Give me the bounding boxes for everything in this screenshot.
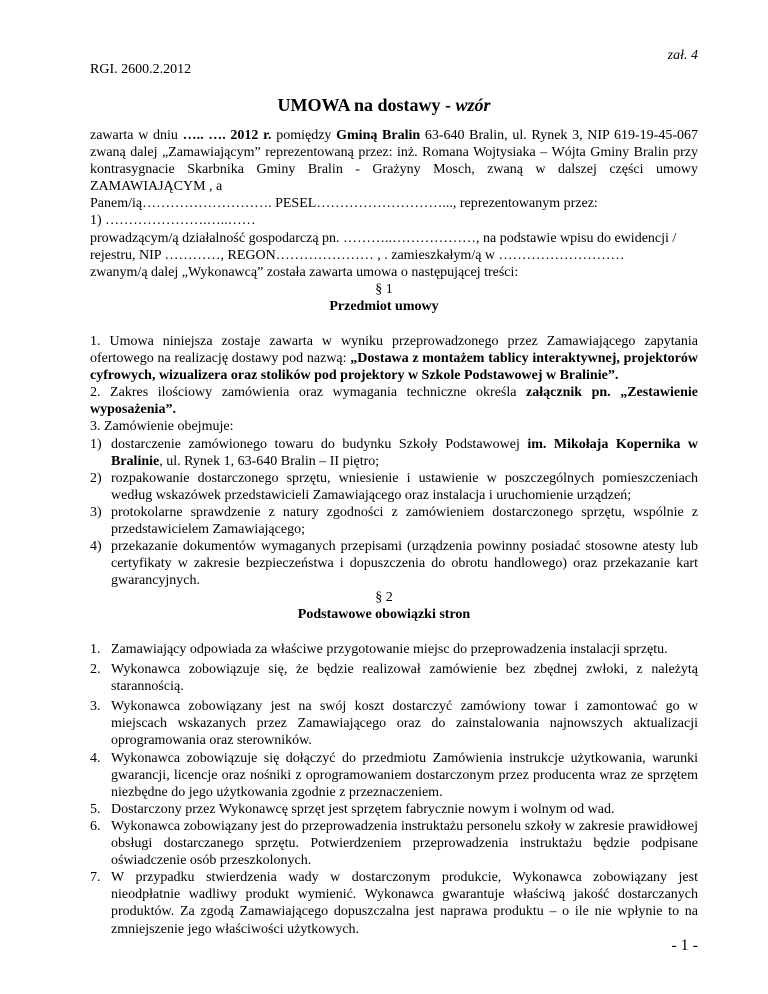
list-item xyxy=(90,698,698,749)
list-item xyxy=(90,504,698,538)
section-2-obligations-list xyxy=(90,641,698,938)
section-1-symbol: § 1 xyxy=(375,282,393,297)
document-title xyxy=(0,95,768,116)
section-2-heading: Podstawowe obowiązki stron xyxy=(297,607,471,622)
attachment-reference: załącznik pn. „Zestawienie wyposażenia”. xyxy=(90,385,698,418)
list-number: 2) xyxy=(90,470,102,486)
intro-business-line: prowadzącym/ą działalność gospodarczą pn. ………..………………, na podstawie wpisu do ewidencji / xyxy=(90,230,677,246)
list-text: przekazanie dokumentów wymaganych przepisami (urządzenia powinny posiadać stosowne atesty lub certyfikaty w zakresie bezpieczeństwa i dopuszczenia do obrotu handlowego) oraz przekazanie kart gwarancyjnych. xyxy=(111,539,698,589)
section-1-paragraph-3: 3. Zamówienie obejmuje: xyxy=(90,419,234,435)
list-text: Wykonawca zobowiązuje się dołączyć do przedmiotu Zamówienia instrukcje użytkowania, warunki gwarancji, licencje oraz nośniki z oprogramowaniem dostarczonym przez producenta wraz ze sprzętem niezbędne do jego użytkowania zgodnie z przeznaczeniem. xyxy=(111,750,698,800)
intro-text: 63-640 Bralin, ul. Rynek 3, NIP 619-19-45-067 zwaną dalej „Zamawiającym” reprezentowaną przez: inż. Romana Wojtysiaka – Wójta Gminy Bralin przy kontrasygnacie Skarbnika Gminy Bralin - Grażyny Mosch, zwaną w dalszej części umowy ZAMAWIAJĄCYM , a xyxy=(90,128,698,195)
list-text: Wykonawca zobowiązany jest na swój koszt dostarczyć zamówiony towar i zamontować go w miejscach wskazanych przez Zamawiającego oraz do zainstalowania najnowszych aktualizacji oprogramowania oraz sterowników. xyxy=(111,699,698,749)
list-item xyxy=(90,436,698,470)
list-number: 2. xyxy=(90,662,101,678)
list-number: 4. xyxy=(90,750,101,766)
list-item xyxy=(90,818,698,869)
paragraph-text: 2. Zakres ilościowy zamówienia oraz wymagania techniczne określa xyxy=(90,385,527,401)
list-text: protokolarne sprawdzenie z natury zgodności z zamówieniem dostarczonego sprzętu, wspólnie z przedstawicielem Zamawiającego; xyxy=(111,504,698,538)
section-1-scope-list xyxy=(90,436,698,590)
list-number: 1. xyxy=(90,642,101,657)
list-text: rozpakowanie dostarczonego sprzętu, wniesienie i ustawienie w poszczególnych pomieszczeniach według wskazówek przedstawicieli Zamawiającego oraz instalacja i uruchomienie urządzeń; xyxy=(111,470,698,503)
list-item xyxy=(90,538,698,589)
list-text: dostarczenie zamówionego towaru do budynku Szkoły Podstawowej xyxy=(111,436,528,452)
intro-text: zawarta w dniu xyxy=(90,128,183,143)
list-text: Dostarczony przez Wykonawcę sprzęt jest sprzętem fabrycznie nowym i wolnym od wad. xyxy=(111,801,615,817)
intro-block xyxy=(90,127,698,281)
list-number: 3. xyxy=(90,699,101,715)
list-number: 6. xyxy=(90,818,101,834)
list-text: W przypadku stwierdzenia wady w dostarczonym produkcie, Wykonawca zobowiązany jest nieodpłatnie wadliwy produkt wymienić. Wykonawca gwarantuje właściwą jakość dostarczanych produktów. Za zgodą Zamawiającego dopuszczalna jest naprawa produktu – o ile nie wpłynie to na zmniejszenie jego właściwości użytkowych. xyxy=(111,870,698,937)
intro-parties xyxy=(90,127,698,195)
intro-representative-line: 1) ………………….…..…… xyxy=(90,213,256,229)
intro-closing-line: zwanym/ą dalej „Wykonawcą” została zawarta umowa o następującej treści: xyxy=(90,264,519,280)
page-number: - 1 - xyxy=(671,937,698,954)
section-1-paragraph-2 xyxy=(90,384,698,418)
intro-gmina: Gminą Bralin xyxy=(336,128,421,143)
list-item xyxy=(90,470,698,504)
list-text: , ul. Rynek 1, 63-640 Bralin – II piętro; xyxy=(159,453,380,469)
intro-date: ….. …. 2012 r. xyxy=(182,128,272,143)
section-2-body xyxy=(90,641,698,938)
title-italic: wzór xyxy=(455,95,491,115)
list-number: 7. xyxy=(90,870,101,886)
intro-text: pomiędzy xyxy=(271,128,337,143)
section-2-symbol: § 2 xyxy=(375,590,393,605)
list-item xyxy=(90,750,698,801)
list-number: 3) xyxy=(90,504,102,520)
section-1-heading: Przedmiot umowy xyxy=(329,299,439,314)
list-text: Zamawiający odpowiada za właściwe przygotowanie miejsc do przeprowadzenia instalacji sprzętu. xyxy=(111,642,668,657)
paragraph-text: 1. Umowa niniejsza zostaje zawarta w wyniku przeprowadzonego przez Zamawiającego zapytania ofertowego na realizację dostawy pod nazwą: xyxy=(90,334,698,367)
intro-register-line: rejestru, NIP …………, REGON………………… , . zamieszkałym/ą w ……………………… xyxy=(90,247,625,263)
section-1-paragraph-1 xyxy=(90,333,698,384)
reference-number: RGI. 2600.2.2012 xyxy=(90,62,192,77)
section-1-body xyxy=(90,333,698,589)
title-main: UMOWA na dostawy - xyxy=(277,95,456,115)
list-item xyxy=(90,661,698,695)
list-text: Wykonawca zobowiązuje się, że będzie realizował zamówienie bez zbędnej zwłoki, z należytą starannością. xyxy=(111,662,698,695)
list-number: 1) xyxy=(90,436,102,452)
intro-contractor-line: Panem/ią………………………. PESEL………………………..., reprezentowanym przez: xyxy=(90,196,598,212)
list-item xyxy=(90,641,698,658)
contract-subject: „Dostawa z montażem tablicy interaktywnej, projektorów cyfrowych, wizualizera oraz stolików pod projektory w Szkole Podstawowej w Bralinie”. xyxy=(90,351,698,384)
list-item xyxy=(90,869,698,937)
list-bold-text: im. Mikołaja Kopernika w Bralinie xyxy=(111,436,699,469)
attachment-label: zał. 4 xyxy=(667,48,698,63)
list-number: 5. xyxy=(90,801,101,817)
list-text: Wykonawca zobowiązany jest do przeprowadzenia instruktażu personelu szkoły w zakresie prawidłowej obsługi dostarczanego sprzętu. Potwierdzeniem przeprowadzenia instruktażu będzie podpisane oświadczenie osób przeszkolonych. xyxy=(111,818,698,869)
list-item xyxy=(90,801,698,818)
list-number: 4) xyxy=(90,539,102,555)
